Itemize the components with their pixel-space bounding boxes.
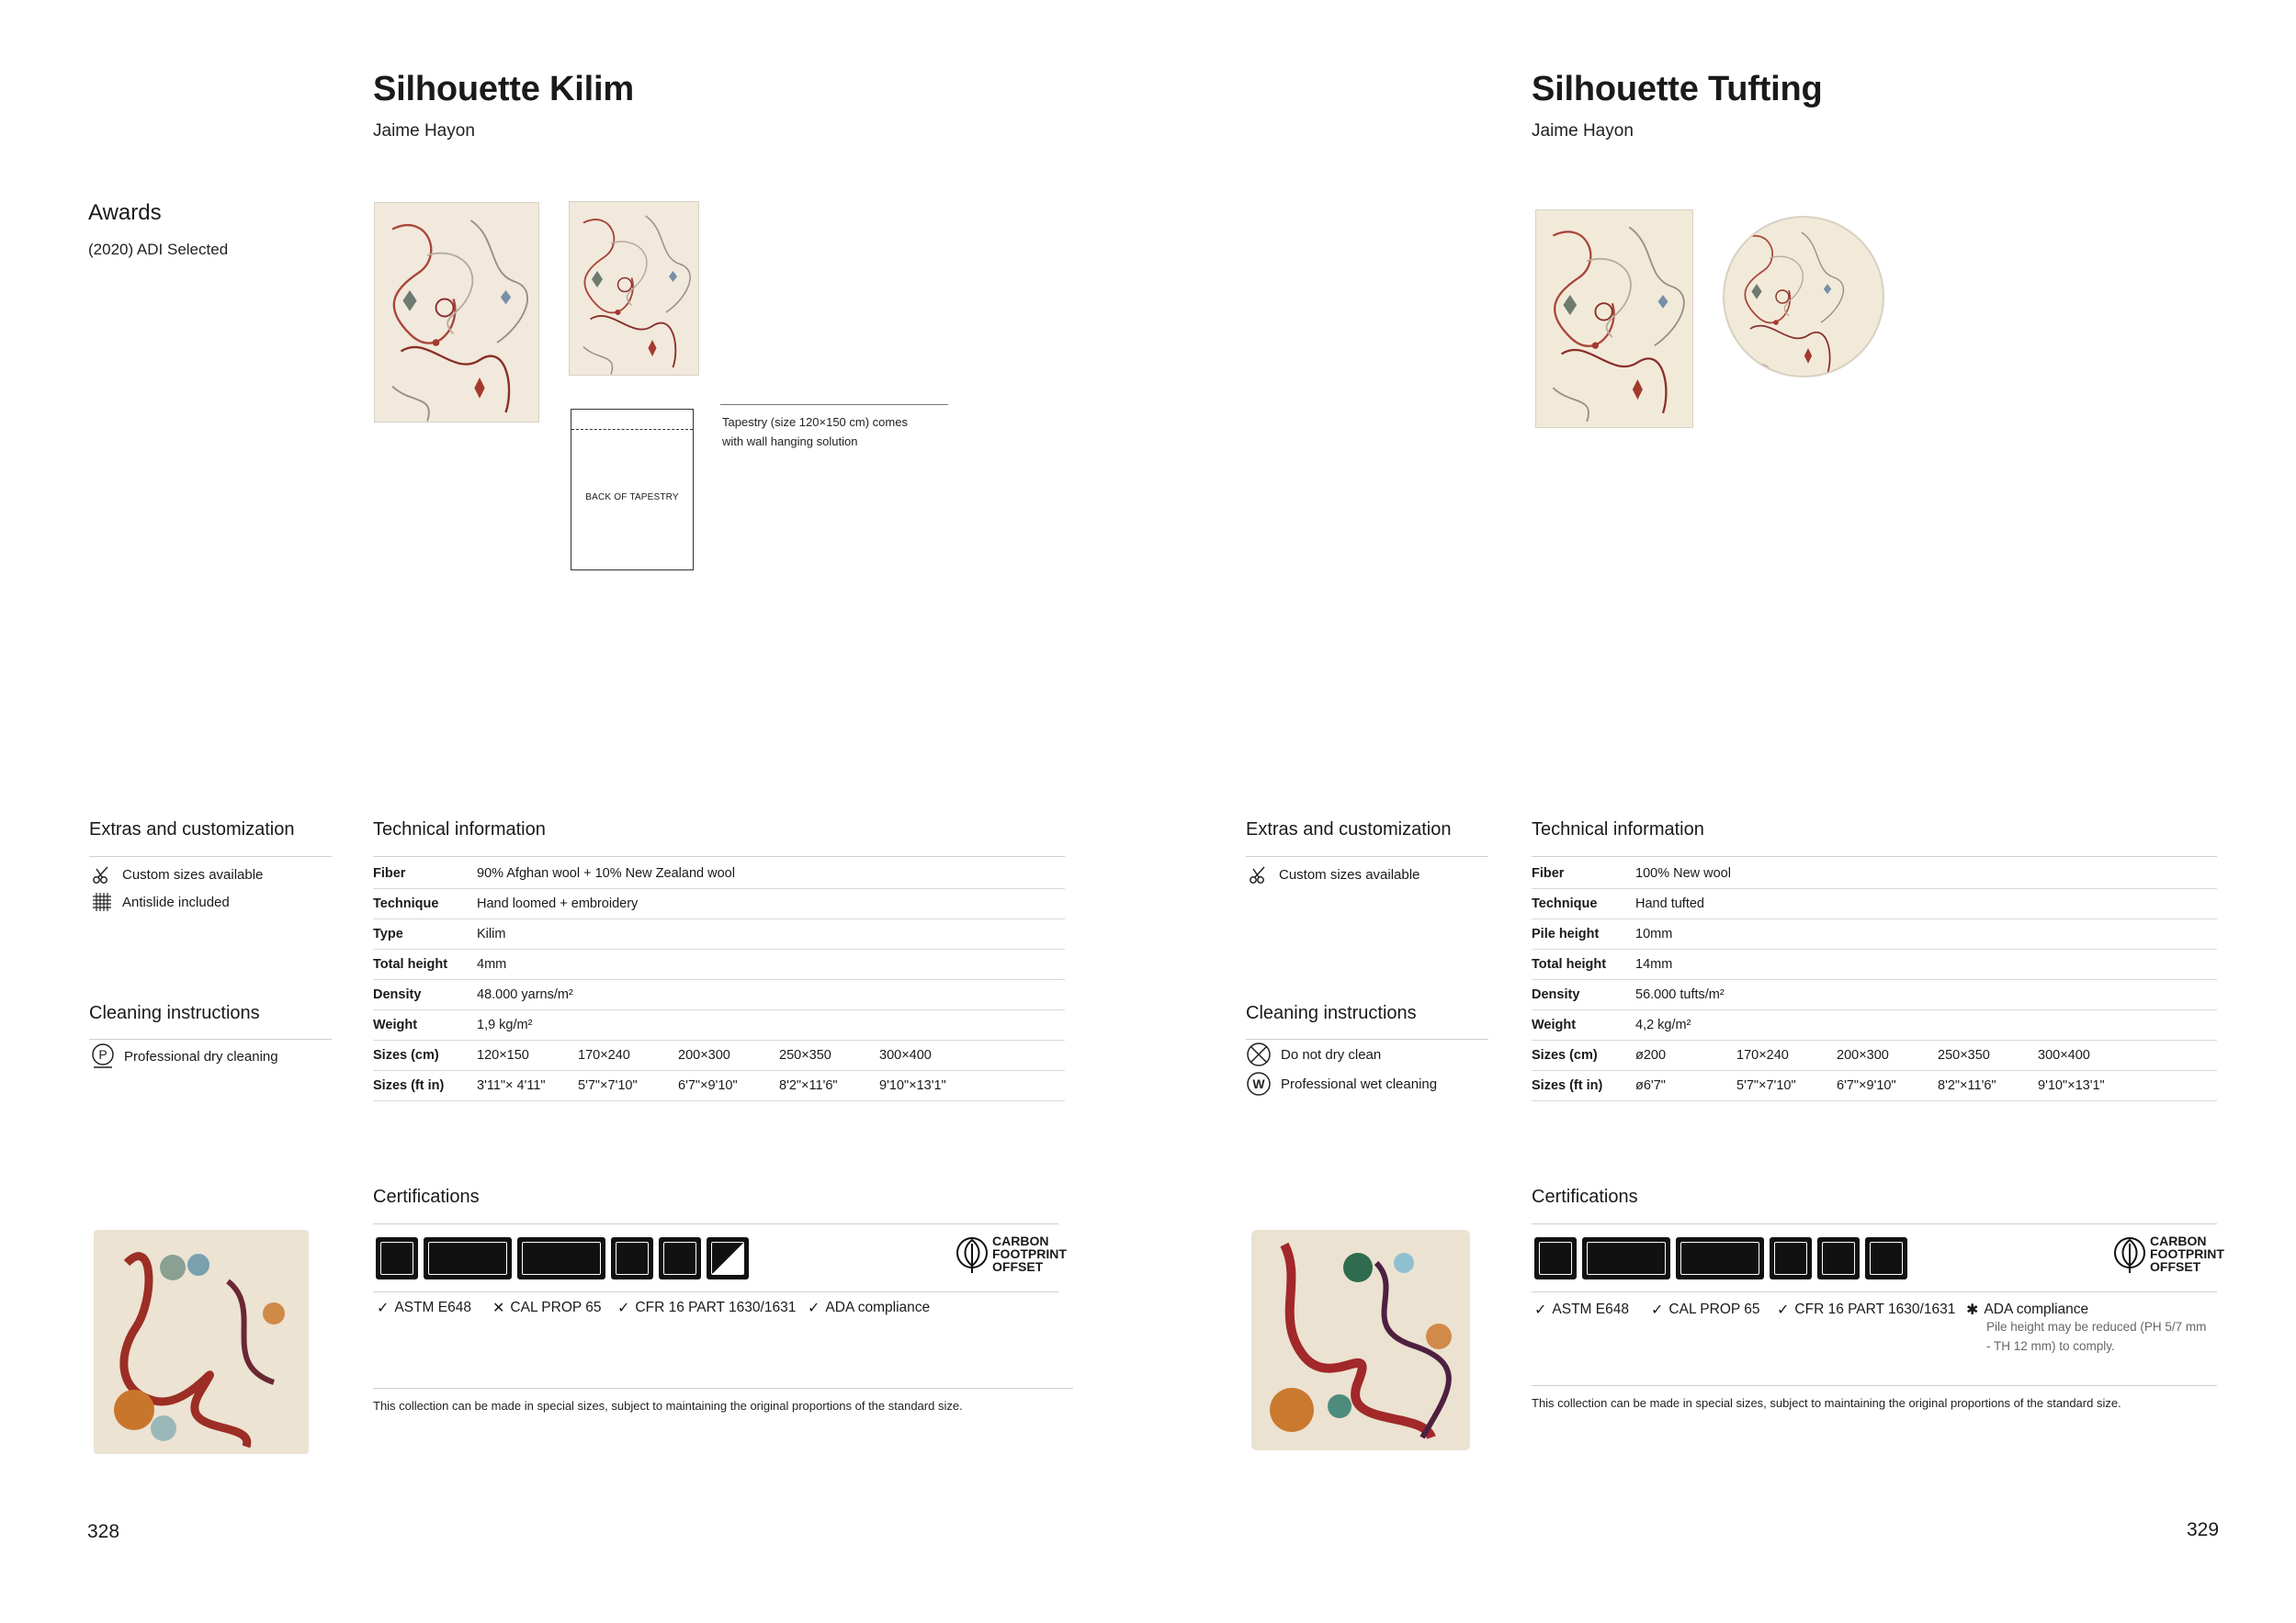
back-of-tapestry-label: BACK OF TAPESTRY [585,492,679,502]
left-cert-heading: Certifications [373,1187,480,1207]
professional-wet-clean-icon [1246,1071,1272,1097]
tech-row [373,949,1065,980]
left-tech-heading: Technical information [373,819,546,840]
tech-size-label: Sizes (ft in) [1532,1077,1603,1093]
right-designer-name: Jaime Hayon [1532,121,1634,141]
svg-text:W: W [1252,1076,1265,1091]
cert-icon-inner [1587,1242,1666,1275]
tech-size-value: 5'7"×7'10" [1736,1077,1796,1093]
cert-list-item [492,1299,601,1317]
tech-size-row [373,1040,1065,1071]
svg-text:P: P [98,1047,107,1062]
tech-row [373,888,1065,919]
tech-row-label: Technique [373,896,439,911]
leaf-icon [956,1234,989,1275]
cert-icon-inner [711,1242,744,1275]
residential-building-icon [1582,1237,1670,1279]
antislide-grid-icon [91,891,113,913]
cert-icon-inner [663,1242,696,1275]
tech-row [1532,919,2217,950]
left-extra-antislide [91,891,230,913]
tech-size-value: 200×300 [1837,1047,1889,1063]
tech-size-value: 6'7"×9'10" [678,1077,738,1093]
tech-row-label: Technique [1532,896,1598,911]
right-extras-rule [1246,856,1488,857]
cert-list-item [1534,1301,1629,1319]
right-tech-heading: Technical information [1532,819,1704,840]
cert-status-mark: ✱ [1966,1302,1979,1318]
cert-label: ASTM E648 [1552,1302,1629,1317]
tech-row-value: Kilim [477,926,506,941]
tech-size-label: Sizes (ft in) [373,1077,445,1093]
tech-size-value: 250×350 [1938,1047,1990,1063]
left-footnote: This collection can be made in special sizes, subject to maintaining the original proportions of the standard size. [373,1399,963,1413]
left-cert-rule-bottom [373,1291,1058,1292]
tech-row [1532,888,2217,919]
tech-row-label: Type [373,926,403,941]
tech-row-value: 14mm [1635,956,1673,972]
cert-icon-inner [1774,1242,1807,1275]
tech-size-value: 3'11"× 4'11" [477,1077,546,1093]
left-extras-heading: Extras and customization [89,819,295,840]
kilim-rug-large-image [375,203,538,422]
flame-rating-icon [376,1237,418,1279]
left-extra-label-1: Antislide included [122,894,230,910]
left-cert-rule-top [373,1223,1058,1224]
left-designer-name: Jaime Hayon [373,121,475,141]
tech-size-value: 5'7"×7'10" [578,1077,638,1093]
left-page-number: 328 [87,1521,120,1542]
step-edge-icon [707,1237,749,1279]
tech-row-label: Total height [1532,956,1607,972]
tech-size-value: 8'2"×11'6" [779,1077,838,1093]
tech-row [1532,1009,2217,1041]
right-cleaning-rule [1246,1039,1488,1040]
left-extra-label-0: Custom sizes available [122,866,264,883]
cert-status-mark: ✓ [808,1301,820,1316]
cert-icon-inner [1870,1242,1903,1275]
tech-row [373,919,1065,950]
tech-row [1532,949,2217,980]
cert-list-item [1651,1301,1759,1319]
right-extra-custom-sizes [1248,863,1419,885]
cert-icon-inner [1539,1242,1572,1275]
cert-label: CFR 16 PART 1630/1631 [635,1300,797,1315]
ada-note-line-1: Pile height may be reduced (PH 5/7 mm [1986,1320,2207,1334]
awards-heading: Awards [88,200,162,225]
stairs-use-icon [1770,1237,1812,1279]
tech-row-label: Weight [1532,1017,1577,1032]
scissors-icon [91,863,113,885]
tapestry-note-line [720,404,948,405]
cert-status-mark: ✓ [617,1301,630,1316]
right-cleaning-item-1 [1246,1071,1437,1097]
right-extra-label-0: Custom sizes available [1279,866,1420,883]
tufting-rug-rect-image [1536,210,1692,427]
tech-row-label: Density [1532,986,1580,1002]
commercial-building-icon [1676,1237,1764,1279]
cert-list-item [377,1299,471,1317]
tech-size-value: 250×350 [779,1047,831,1063]
tech-row-value: Hand tufted [1635,896,1704,911]
cert-list-item [808,1299,930,1317]
right-page-number: 329 [2187,1519,2220,1540]
left-product-title: Silhouette Kilim [373,70,634,108]
cert-list-item [1777,1301,1955,1319]
carbon-offset-text: CARBON [2150,1234,2207,1248]
ada-note-line-2: - TH 12 mm) to comply. [1986,1339,2115,1353]
tech-size-value: 9'10"×13'1" [879,1077,946,1093]
tech-row-label: Pile height [1532,926,1600,941]
tech-row-value: 4,2 kg/m² [1635,1017,1691,1032]
cert-icon-inner [428,1242,507,1275]
back-of-tapestry-diagram [571,409,694,570]
commercial-building-icon [517,1237,605,1279]
tech-size-value: 200×300 [678,1047,730,1063]
cert-label: ASTM E648 [394,1300,471,1315]
tech-size-value: 8'2"×11'6" [1938,1077,1996,1093]
tech-row-label: Fiber [1532,865,1565,881]
tech-size-value: 170×240 [578,1047,630,1063]
cert-label: CAL PROP 65 [1668,1302,1760,1317]
tapestry-note-line-1: Tapestry (size 120×150 cm) comes [722,415,908,429]
chair-caster-icon [659,1237,701,1279]
cert-list-item [1966,1301,2088,1319]
right-cleaning-heading: Cleaning instructions [1246,1003,1417,1023]
professional-dry-clean-icon [91,1043,115,1069]
tapestry-note-line-2: with wall hanging solution [722,434,858,448]
cert-icon-inner [616,1242,649,1275]
tech-row-label: Weight [373,1017,418,1032]
tech-size-value: 170×240 [1736,1047,1789,1063]
cert-status-mark: ✓ [377,1301,390,1316]
right-cleaning-label-0: Do not dry clean [1281,1046,1382,1063]
tech-row [373,1009,1065,1041]
cert-label: CAL PROP 65 [510,1300,602,1315]
carbon-offset-text: CARBON [992,1234,1049,1248]
tech-row-value: Hand loomed + embroidery [477,896,639,911]
chair-caster-icon [1817,1237,1860,1279]
left-cleaning-item-0 [91,1043,278,1069]
tech-row [1532,858,2217,889]
tech-row-value: 1,9 kg/m² [477,1017,533,1032]
tech-size-value: 300×400 [879,1047,932,1063]
tufting-rug-round-image [1722,215,1885,378]
cert-icon-inner [1680,1242,1759,1275]
carbon-offset-text: OFFSET [992,1259,1044,1274]
cert-label: ADA compliance [1984,1302,2089,1317]
cert-list-item [617,1299,796,1317]
cert-label: CFR 16 PART 1630/1631 [1794,1302,1956,1317]
tech-row [373,858,1065,889]
left-extra-custom-sizes [91,863,263,885]
tech-size-label: Sizes (cm) [1532,1047,1598,1063]
left-cleaning-rule [89,1039,332,1040]
tech-row-value: 10mm [1635,926,1673,941]
tech-size-value: 300×400 [2038,1047,2090,1063]
right-cert-rule-top [1532,1223,2217,1224]
cert-status-mark: ✓ [1534,1302,1547,1318]
step-edge-icon [1865,1237,1907,1279]
tech-row-value: 56.000 tufts/m² [1635,986,1725,1002]
tech-size-value: ø6'7" [1635,1077,1666,1093]
leaf-icon [2113,1234,2146,1275]
kilim-swatch-image [90,1226,312,1458]
cert-icon-inner [522,1242,601,1275]
residential-building-icon [424,1237,512,1279]
carbon-offset-text: OFFSET [2150,1259,2201,1274]
tech-row-label: Total height [373,956,448,972]
tech-row-value: 90% Afghan wool + 10% New Zealand wool [477,865,735,881]
tech-size-label: Sizes (cm) [373,1047,439,1063]
right-cert-heading: Certifications [1532,1187,1638,1207]
tech-size-row [1532,1070,2217,1101]
kilim-rug-small-image [570,202,698,375]
right-product-title: Silhouette Tufting [1532,70,1823,108]
right-cleaning-label-1: Professional wet cleaning [1281,1076,1438,1092]
scissors-icon [1248,863,1270,885]
tech-row-label: Fiber [373,865,406,881]
tech-row [1532,979,2217,1010]
cert-status-mark: ✕ [492,1301,505,1316]
cert-status-mark: ✓ [1777,1302,1790,1318]
tufting-swatch-image [1248,1226,1474,1454]
cert-icon-inner [1822,1242,1855,1275]
tech-size-value: 9'10"×13'1" [2038,1077,2105,1093]
cert-label: ADA compliance [825,1300,931,1315]
left-tech-rule [373,856,1065,857]
carbon-offset-text: FOOTPRINT [2150,1246,2224,1261]
tech-size-row [1532,1040,2217,1071]
do-not-dry-clean-icon [1246,1042,1272,1067]
tech-row-value: 100% New wool [1635,865,1731,881]
tech-row-value: 4mm [477,956,507,972]
left-extras-rule [89,856,332,857]
left-cleaning-label-0: Professional dry cleaning [124,1048,278,1065]
right-extras-heading: Extras and customization [1246,819,1452,840]
left-cleaning-heading: Cleaning instructions [89,1003,260,1023]
tech-row [373,979,1065,1010]
cert-status-mark: ✓ [1651,1302,1664,1318]
tech-size-value: 6'7"×9'10" [1837,1077,1896,1093]
flame-rating-icon [1534,1237,1577,1279]
cert-icon-inner [380,1242,413,1275]
carbon-offset-text: FOOTPRINT [992,1246,1067,1261]
right-tech-rule [1532,856,2217,857]
right-cert-rule-bottom [1532,1291,2217,1292]
awards-item: (2020) ADI Selected [88,241,229,258]
left-footnote-rule [373,1388,1073,1389]
right-footnote: This collection can be made in special sizes, subject to maintaining the original proportions of the standard size. [1532,1396,2121,1410]
tech-row-value: 48.000 yarns/m² [477,986,573,1002]
tech-size-value: ø200 [1635,1047,1667,1063]
stairs-use-icon [611,1237,653,1279]
tech-size-value: 120×150 [477,1047,529,1063]
right-cleaning-item-0 [1246,1042,1381,1067]
tech-row-label: Density [373,986,422,1002]
tech-size-row [373,1070,1065,1101]
right-footnote-rule [1532,1385,2217,1386]
